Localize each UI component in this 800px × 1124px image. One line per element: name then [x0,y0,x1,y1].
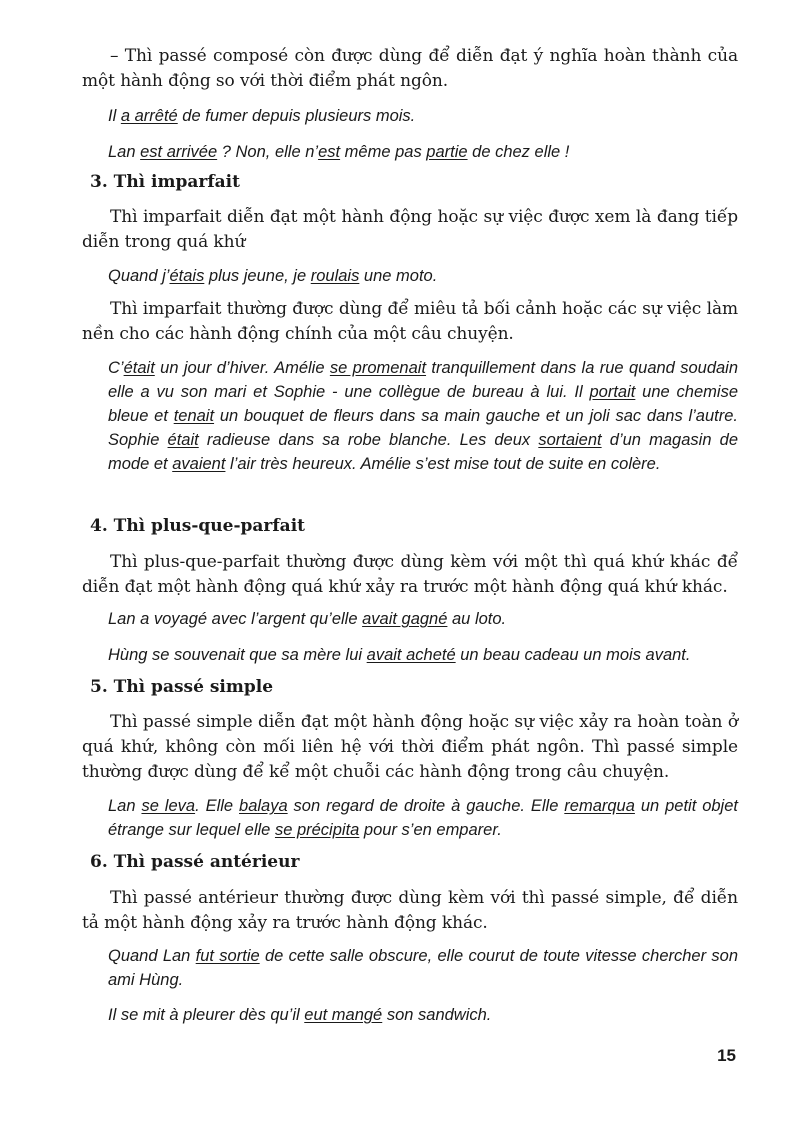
section-heading: 4. Thì plus-que-parfait [90,516,305,536]
example-paragraph: C’était un jour d’hiver. Amélie se promenait tranquillement dans la rue quand soudain elle a vu son mari et Sophie - une collègue de bureau à lui. Il portait une chemise bleue et tenait un bouquet de fleurs dans sa main gauche et un joli sac dans l’autre. Sophie était radieuse dans sa robe blanche. Les deux sortaient d’un magasin de mode et avaient l’air très heureux. Amélie s’est mise tout de suite en colère. [108,359,739,473]
page-number: 15 [717,1046,736,1065]
example-sentence: Il a arrêté de fumer depuis plusieurs mois. [108,107,416,125]
paragraph: Thì imparfait thường được dùng để miêu tả bối cảnh hoặc các sự việc làm nền cho các hành động chính của một câu chuyện. [82,299,738,344]
example-sentence: Quand j’étais plus jeune, je roulais une moto. [108,267,438,285]
section-heading: 6. Thì passé antérieur [90,852,300,872]
example-sentence: Quand Lan fut sortie de cette salle obscure, elle courut de toute vitesse chercher son ami Hùng. [108,947,738,989]
paragraph: Thì imparfait diễn đạt một hành động hoặc sự việc được xem là đang tiếp diễn trong quá khứ [82,207,738,252]
section-heading: 3. Thì imparfait [90,172,240,192]
paragraph: Thì passé antérieur thường được dùng kèm với thì passé simple, để diễn tả một hành động xảy ra trước hành động khác. [82,888,738,933]
example-sentence: Lan a voyagé avec l’argent qu’elle avait gagné au loto. [108,610,507,628]
example-sentence: Il se mit à pleurer dès qu’il eut mangé son sandwich. [108,1006,492,1024]
example-sentence: Hùng se souvenait que sa mère lui avait acheté un beau cadeau un mois avant. [108,646,691,664]
paragraph: Thì plus-que-parfait thường được dùng kèm với một thì quá khứ khác để diễn đạt một hành động quá khứ xảy ra trước một hành động quá khứ khác. [82,552,738,597]
section-heading: 5. Thì passé simple [90,677,274,697]
example-sentence: Lan est arrivée ? Non, elle n’est même pas partie de chez elle ! [108,143,570,161]
example-paragraph: Lan se leva. Elle balaya son regard de droite à gauche. Elle remarqua un petit objet étrange sur lequel elle se précipita pour s’en emparer. [108,797,738,839]
paragraph-passe-compose: – Thì passé composé còn được dùng để diễn đạt ý nghĩa hoàn thành của một hành động so với thời điểm phát ngôn. [82,46,738,91]
paragraph: Thì passé simple diễn đạt một hành động hoặc sự việc xảy ra hoàn toàn ở quá khứ, không còn mối liên hệ với thời điểm phát ngôn. Thì passé simple thường được dùng để kể một chuỗi các hành động trong câu chuyện. [82,712,738,782]
